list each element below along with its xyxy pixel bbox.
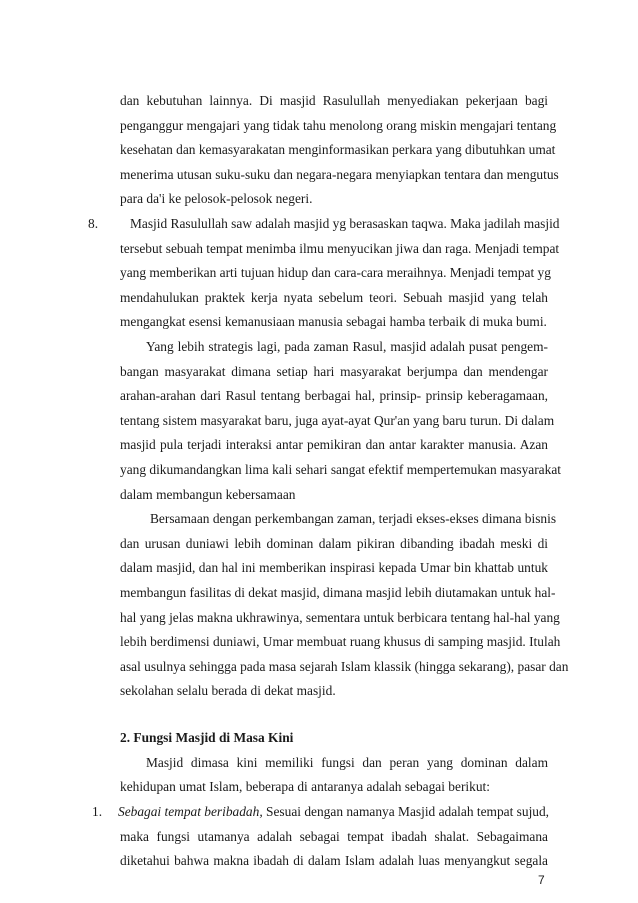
text-line: maka fungsi utamanya adalah sebagai tempat ibadah shalat. Sebagaimana — [120, 828, 548, 844]
text-line: membangun fasilitas di dekat masjid, dimana masjid lebih diutamakan untuk hal- — [120, 585, 556, 600]
text-line: penganggur mengajari yang tidak tahu menolong orang miskin mengajari tentang — [120, 117, 557, 133]
text-line: Masjid Rasulullah saw adalah masjid yg berasaskan taqwa. Maka jadilah masjid — [130, 216, 560, 231]
text-line: para da'i ke pelosok-pelosok negeri. — [120, 191, 313, 207]
text-line: dalam membangun kebersamaan — [120, 486, 296, 502]
text-line: dan urusan duniawi lebih dominan dalam pikiran dibanding ibadah meski di — [120, 535, 548, 551]
text-line: Yang lebih strategis lagi, pada zaman Rasul, masjid adalah pusat pengem- — [146, 339, 548, 354]
text-line: yang memberikan arti tujuan hidup dan cara-cara meraihnya. Menjadi tempat yg — [120, 265, 551, 281]
list-number: 8. — [88, 216, 99, 231]
text-line: arahan-arahan dari Rasul tentang berbagai hal, prinsip- prinsip keberagamaan, — [120, 388, 548, 404]
text-line: kesehatan dan kemasyarakatan menginformasikan perkara yang dibutuhkan umat — [120, 142, 556, 158]
line-rest: Sesuai dengan namanya Masjid adalah tempat sujud, — [262, 803, 550, 819]
text-line: hal yang jelas makna ukhrawinya, sementara untuk berbicara tentang hal-hal yang — [120, 609, 560, 625]
text-line: menerima utusan suku-suku dan negara-negara menyiapkan tentara dan mengutus — [120, 166, 559, 182]
text-line: dalam masjid, dan hal ini memberikan inspirasi kepada Umar bin khattab untuk — [120, 560, 548, 576]
text-line: mendahulukan praktek kerja nyata sebelum teori. Sebuah masjid yang telah — [120, 289, 548, 305]
text-line: sekolahan selalu berada di dekat masjid. — [120, 683, 336, 699]
section-heading: 2. Fungsi Masjid di Masa Kini — [120, 730, 294, 746]
text-line: dan kebutuhan lainnya. Di masjid Rasulullah menyediakan pekerjaan bagi — [120, 93, 548, 108]
list-number: 1. — [92, 803, 103, 819]
text-line — [118, 803, 548, 820]
text-line: bangan masyarakat dimana setiap hari masyarakat berjumpa dan mendengar — [120, 363, 548, 379]
text-line: asal usulnya sehingga pada masa sejarah Islam klassik (hingga sekarang), pasar dan — [120, 658, 569, 674]
text-line: Bersamaan dengan perkembangan zaman, terjadi ekses-ekses dimana bisnis — [150, 511, 557, 527]
text-line: kehidupan umat Islam, beberapa di antaranya adalah sebagai berikut: — [120, 779, 490, 795]
italic-lead: Sebagai tempat beribadah, — [118, 803, 263, 819]
text-line: diketahui bahwa makna ibadah di dalam Islam adalah luas menyangkut segala — [120, 853, 548, 869]
text-line: Masjid dimasa kini memiliki fungsi dan peran yang dominan dalam — [146, 754, 548, 770]
page-number: 7 — [538, 872, 545, 887]
text-line: masjid pula terjadi interaksi antar pemikiran dan antar karakter manusia. Azan — [120, 437, 548, 453]
text-line: tersebut sebuah tempat menimba ilmu menyucikan jiwa dan raga. Menjadi tempat — [120, 240, 560, 256]
text-line: tentang sistem masyarakat baru, juga ayat-ayat Qur'an yang baru turun. Di dalam — [120, 412, 555, 428]
text-line: mengangkat esensi kemanusiaan manusia sebagai hamba terbaik di muka bumi. — [120, 314, 547, 330]
text-line: yang dikumandangkan lima kali sehari sangat efektif mempertemukan masyarakat — [120, 462, 561, 477]
text-line: lebih berdimensi duniawi, Umar membuat ruang khusus di samping masjid. Itulah — [120, 634, 561, 650]
